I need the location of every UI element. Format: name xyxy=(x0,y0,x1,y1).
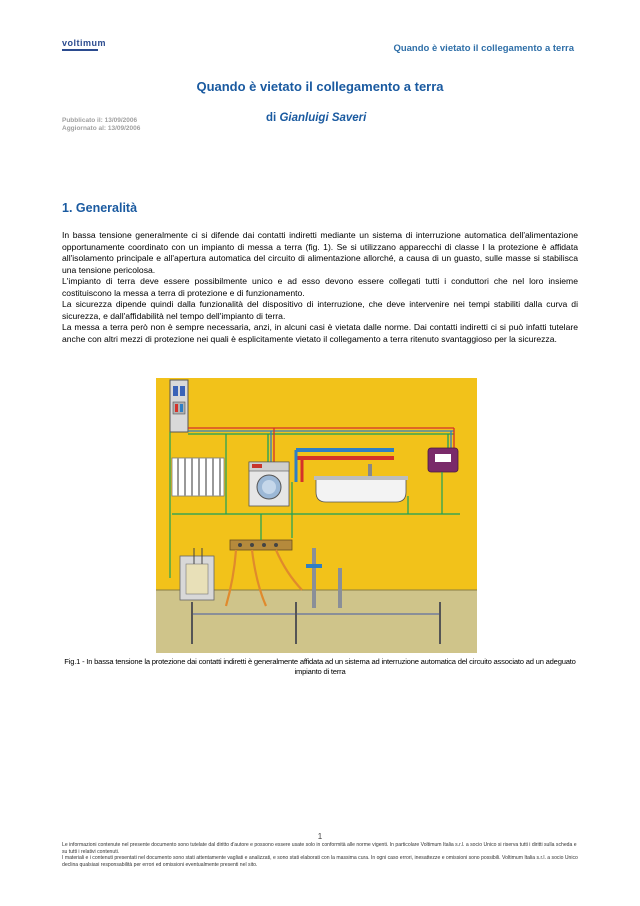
running-header-title: Quando è vietato il collegamento a terra xyxy=(393,43,574,54)
page-number: 1 xyxy=(317,832,323,841)
washing-machine-icon xyxy=(249,462,289,506)
inspection-pit-icon xyxy=(180,548,214,600)
paragraph: L'impianto di terra deve essere possibilmente unico e ad esso devono essere collegati tutti i conduttori che nel loro insieme costituiscono la messa a terra di protezione e di funzionamento. xyxy=(62,276,578,298)
disclaimer-line: Le informazioni contenute nel presente documento sono tutelate dal diritto d'autore e possono essere usate solo in conformità alle norme vigenti. In particolare Voltimum Italia s.r.l. a socio Unico si riserva tutti i diritti sulla scheda e su tutti i relativi contenuti. xyxy=(62,842,577,855)
voltimum-logo: voltimum xyxy=(62,38,107,48)
byline-prefix: di xyxy=(266,112,277,124)
logo-underline xyxy=(62,49,98,51)
earthing-terminal-icon xyxy=(230,540,292,550)
byline xyxy=(266,112,366,124)
paragraph: La messa a terra però non è sempre necessaria, anzi, in alcuni casi è vietata dalle norme. Dai contatti indiretti ci si può infatti tutelare anche con altri mezzi di protezione nei quali è esplicitamente vietato il collegamento a terra ritenuto svantaggioso per la sicurezza. xyxy=(62,322,578,344)
published-date: Pubblicato il: 13/09/2006 xyxy=(62,117,138,124)
disclaimer-line: I materiali e i contenuti presentati nel documento sono stati attentamente vagliati e analizzati, e sono stati elaborati con la massima cura. In ogni caso errori, inesattezze e omissioni sono possibili. Voltimum Italia s.r.l. a socio Unico declina qualsiasi responsabilità per errori ed omissioni eventualmente presenti nel sito. xyxy=(62,855,578,868)
radiator-icon xyxy=(172,458,224,496)
author-name: Gianluigi Saveri xyxy=(279,112,367,124)
earthing-system-illustration xyxy=(156,378,477,653)
water-heater-icon xyxy=(428,448,458,472)
footer-disclaimer xyxy=(62,842,582,868)
section-heading: 1. Generalità xyxy=(62,201,138,215)
figure-caption: Fig.1 - In bassa tensione la protezione dai contatti indiretti è generalmente affidata ad un sistema ad interruzione automatica del circuito associato ad un adeguato impianto di terra xyxy=(64,657,576,676)
paragraph: In bassa tensione generalmente ci si difende dai contatti indiretti mediante un sistema di interruzione automatica dell'alimentazione opportunamente coordinato con un impianto di messa a terra (fig. 1). Se si utilizzano apparecchi di classe I la protezione è affidata all'isolamento principale e all'apertura automatica del circuito di alimentazione allorché, a causa di un guasto, sulle masse si stabilisca una tensione pericolosa. xyxy=(62,230,578,275)
updated-date: Aggiornato al: 13/09/2006 xyxy=(62,125,141,132)
section-body xyxy=(62,230,578,345)
paragraph: La sicurezza dipende quindi dalla funzionalità del dispositivo di interruzione, che deve intervenire nei tempi stabiliti dalla curva di sicurezza, e dall'affidabilità nel tempo dell'impianto di terra. xyxy=(62,299,578,321)
article-title: Quando è vietato il collegamento a terra xyxy=(196,79,444,94)
distribution-board-icon xyxy=(170,380,188,432)
